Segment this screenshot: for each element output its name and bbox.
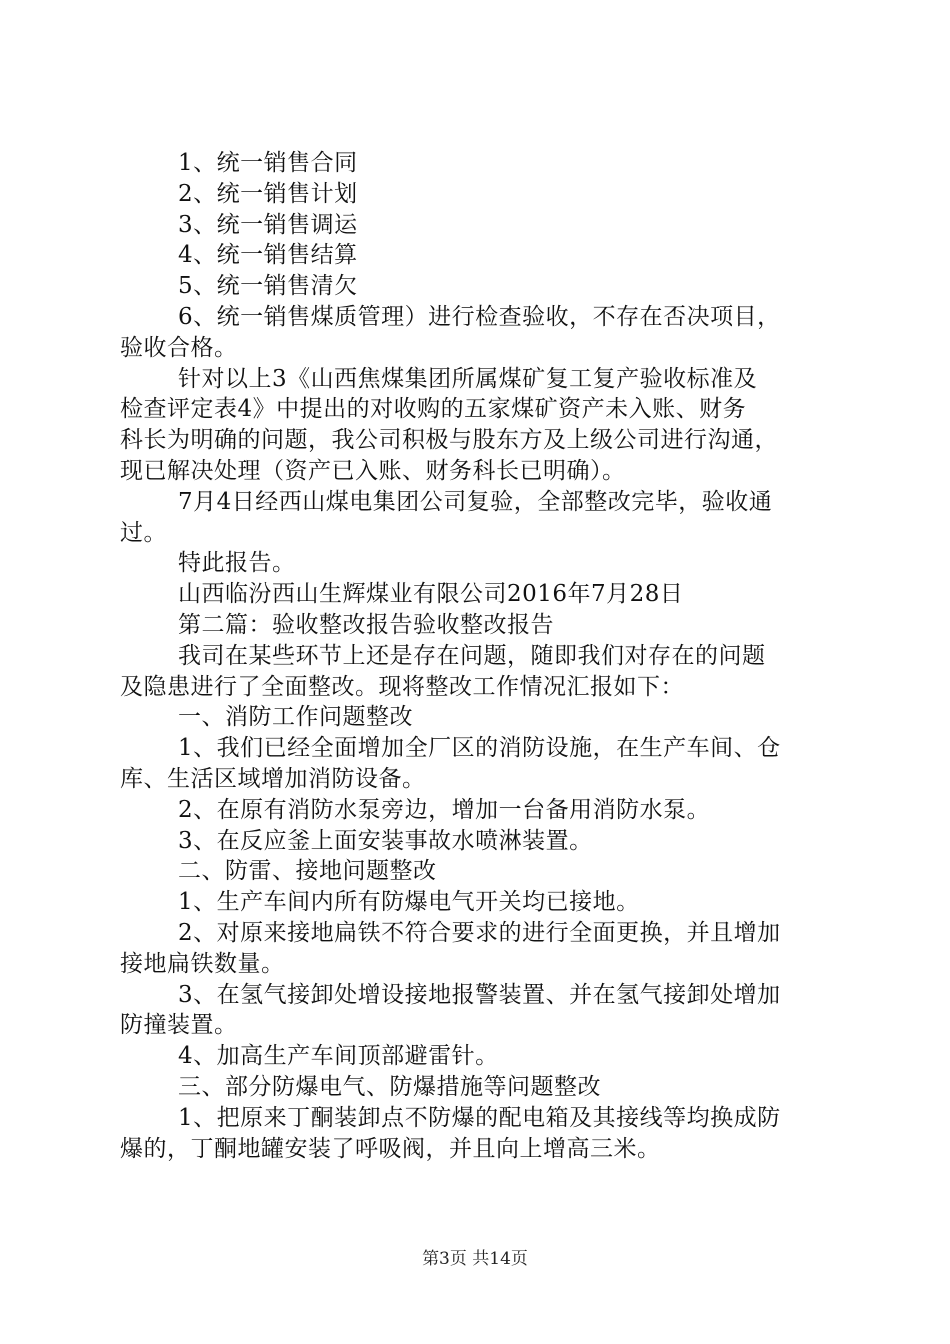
text-line: 1、我们已经全面增加全厂区的消防设施，在生产车间、仓: [178, 735, 781, 762]
text-line: 6、统一销售煤质管理）进行检查验收，不存在否决项目，: [178, 303, 781, 330]
text-line: 库、生活区域增加消防设备。: [120, 765, 426, 792]
page-footer: 第3页 共14页: [422, 1249, 528, 1269]
text-line: 接地扁铁数量。: [120, 950, 285, 977]
text-line: 1、统一销售合同: [178, 150, 358, 176]
text-line: 7月4日经西山煤电集团公司复验，全部整改完毕，验收通: [178, 488, 773, 515]
text-line: 防撞装置。: [120, 1012, 238, 1039]
document-body: [120, 148, 832, 1164]
text-line: 科长为明确的问题，我公司积极与股东方及上级公司进行沟通，: [120, 427, 778, 454]
text-line: 三、部分防爆电气、防爆措施等问题整改: [178, 1073, 601, 1100]
text-line: 1、把原来丁酮装卸点不防爆的配电箱及其接线等均换成防: [178, 1104, 781, 1131]
text-line: 检查评定表4》中提出的对收购的五家煤矿资产未入账、财务: [120, 396, 747, 423]
text-line: 3、统一销售调运: [178, 211, 358, 238]
text-line: 1、生产车间内所有防爆电气开关均已接地。: [178, 889, 640, 916]
text-line: 第二篇：验收整改报告验收整改报告: [178, 611, 554, 638]
text-line: 4、统一销售结算: [178, 242, 358, 269]
text-line: 我司在某些环节上还是存在问题，随即我们对存在的问题: [178, 642, 766, 669]
text-line: 3、在氢气接卸处增设接地报警装置、并在氢气接卸处增加: [178, 981, 781, 1008]
text-line: 山西临汾西山生辉煤业有限公司2016年7月28日: [178, 581, 684, 608]
text-line: 爆的，丁酮地罐安装了呼吸阀，并且向上增高三米。: [120, 1135, 661, 1162]
text-line: 2、统一销售计划: [178, 180, 358, 207]
text-line: 现已解决处理（资产已入账、财务科长已明确）。: [120, 457, 626, 484]
text-line: 验收合格。: [120, 334, 238, 361]
text-line: 4、加高生产车间顶部避雷针。: [178, 1043, 499, 1070]
text-line: 及隐患进行了全面整改。现将整改工作情况汇报如下：: [120, 673, 684, 700]
text-line: 一、消防工作问题整改: [178, 704, 413, 731]
text-line: 二、防雷、接地问题整改: [178, 858, 437, 885]
text-line: 2、在原有消防水泵旁边，增加一台备用消防水泵。: [178, 796, 711, 823]
text-line: 3、在反应釜上面安装事故水喷淋装置。: [178, 827, 593, 854]
text-line: 2、对原来接地扁铁不符合要求的进行全面更换，并且增加: [178, 919, 781, 946]
text-line: 过。: [120, 519, 167, 546]
text-line: 特此报告。: [178, 550, 296, 577]
text-line: 5、统一销售清欠: [178, 273, 358, 300]
text-line: 针对以上3《山西焦煤集团所属煤矿复工复产验收标准及: [178, 365, 758, 392]
